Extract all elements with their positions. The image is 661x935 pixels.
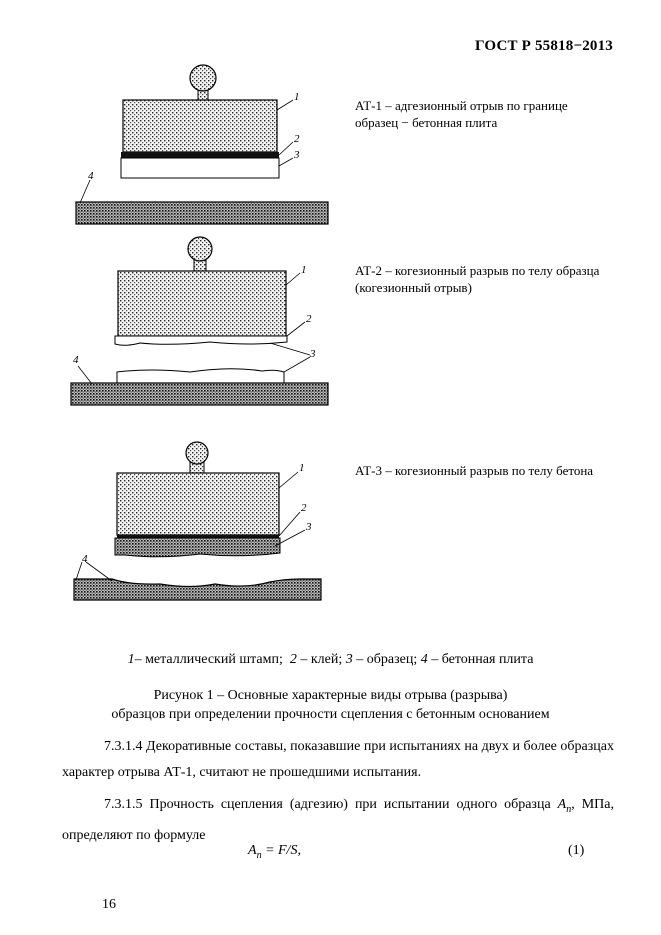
sample	[121, 158, 279, 178]
ref-number: 1	[301, 264, 307, 276]
concrete-slab	[74, 579, 321, 600]
formula: $A_n = F/S$,	[248, 843, 301, 861]
diagram-at3	[74, 442, 321, 600]
ref-number: 3	[310, 348, 316, 360]
concrete-slab	[76, 202, 328, 224]
figure-caption: Рисунок 1 – Основные характерные виды отрыва (разрыва) образцов при определении прочности сцепления с бетонным основанием	[111, 688, 550, 722]
ref-number: 2	[294, 133, 300, 145]
metal-stamp	[123, 100, 277, 152]
metal-stamp	[117, 473, 279, 535]
sample-with-concrete	[115, 538, 280, 557]
ref-number: 2	[301, 502, 307, 514]
stamp-knob	[190, 65, 216, 100]
ref-number: 4	[82, 553, 88, 565]
page-number: 16	[102, 897, 116, 912]
ref-number: 1	[294, 91, 300, 103]
figure-legend: 1– металлический штамп; 2 – клей; 3 – образец; 4 – бетонная плита	[127, 652, 534, 667]
diagram-at1	[76, 65, 328, 224]
concrete-slab	[71, 383, 328, 405]
label-at2: АТ-2 – когезионный разрыв по телу образца (когезионный отрыв)	[355, 263, 600, 295]
ref-number: 4	[73, 354, 79, 366]
glue-layer	[121, 152, 279, 158]
stamp-knob	[188, 237, 212, 271]
ref-number: 4	[88, 170, 94, 182]
ref-number: 1	[299, 462, 305, 474]
sample-upper-fragment	[115, 336, 287, 345]
sample-lower-fragment	[117, 369, 284, 383]
label-at3: АТ-3 – когезионный разрыв по телу бетона	[355, 463, 594, 478]
label-at1: АТ-1 – адгезионный отрыв по границе образец − бетонная плита	[355, 98, 568, 130]
metal-stamp	[118, 271, 286, 336]
ref-number: 3	[294, 149, 300, 161]
formula-number: (1)	[568, 843, 585, 858]
ref-number: 3	[306, 521, 312, 533]
paragraph-7-3-1-5: 7.3.1.5 Прочность сцепления (адгезию) при испытании одного образца $A_n$, МПа, определяют по формуле	[62, 797, 614, 843]
document-header: ГОСТ Р 55818−2013	[475, 38, 613, 54]
ref-number: 2	[306, 313, 312, 325]
stamp-knob	[186, 442, 208, 473]
diagram-at2	[71, 237, 328, 405]
paragraph-7-3-1-4: 7.3.1.4 Декоративные составы, показавшие при испытаниях на двух и более образцах характер отрыва АТ-1, считают не прошедшими испытания.	[62, 739, 614, 780]
